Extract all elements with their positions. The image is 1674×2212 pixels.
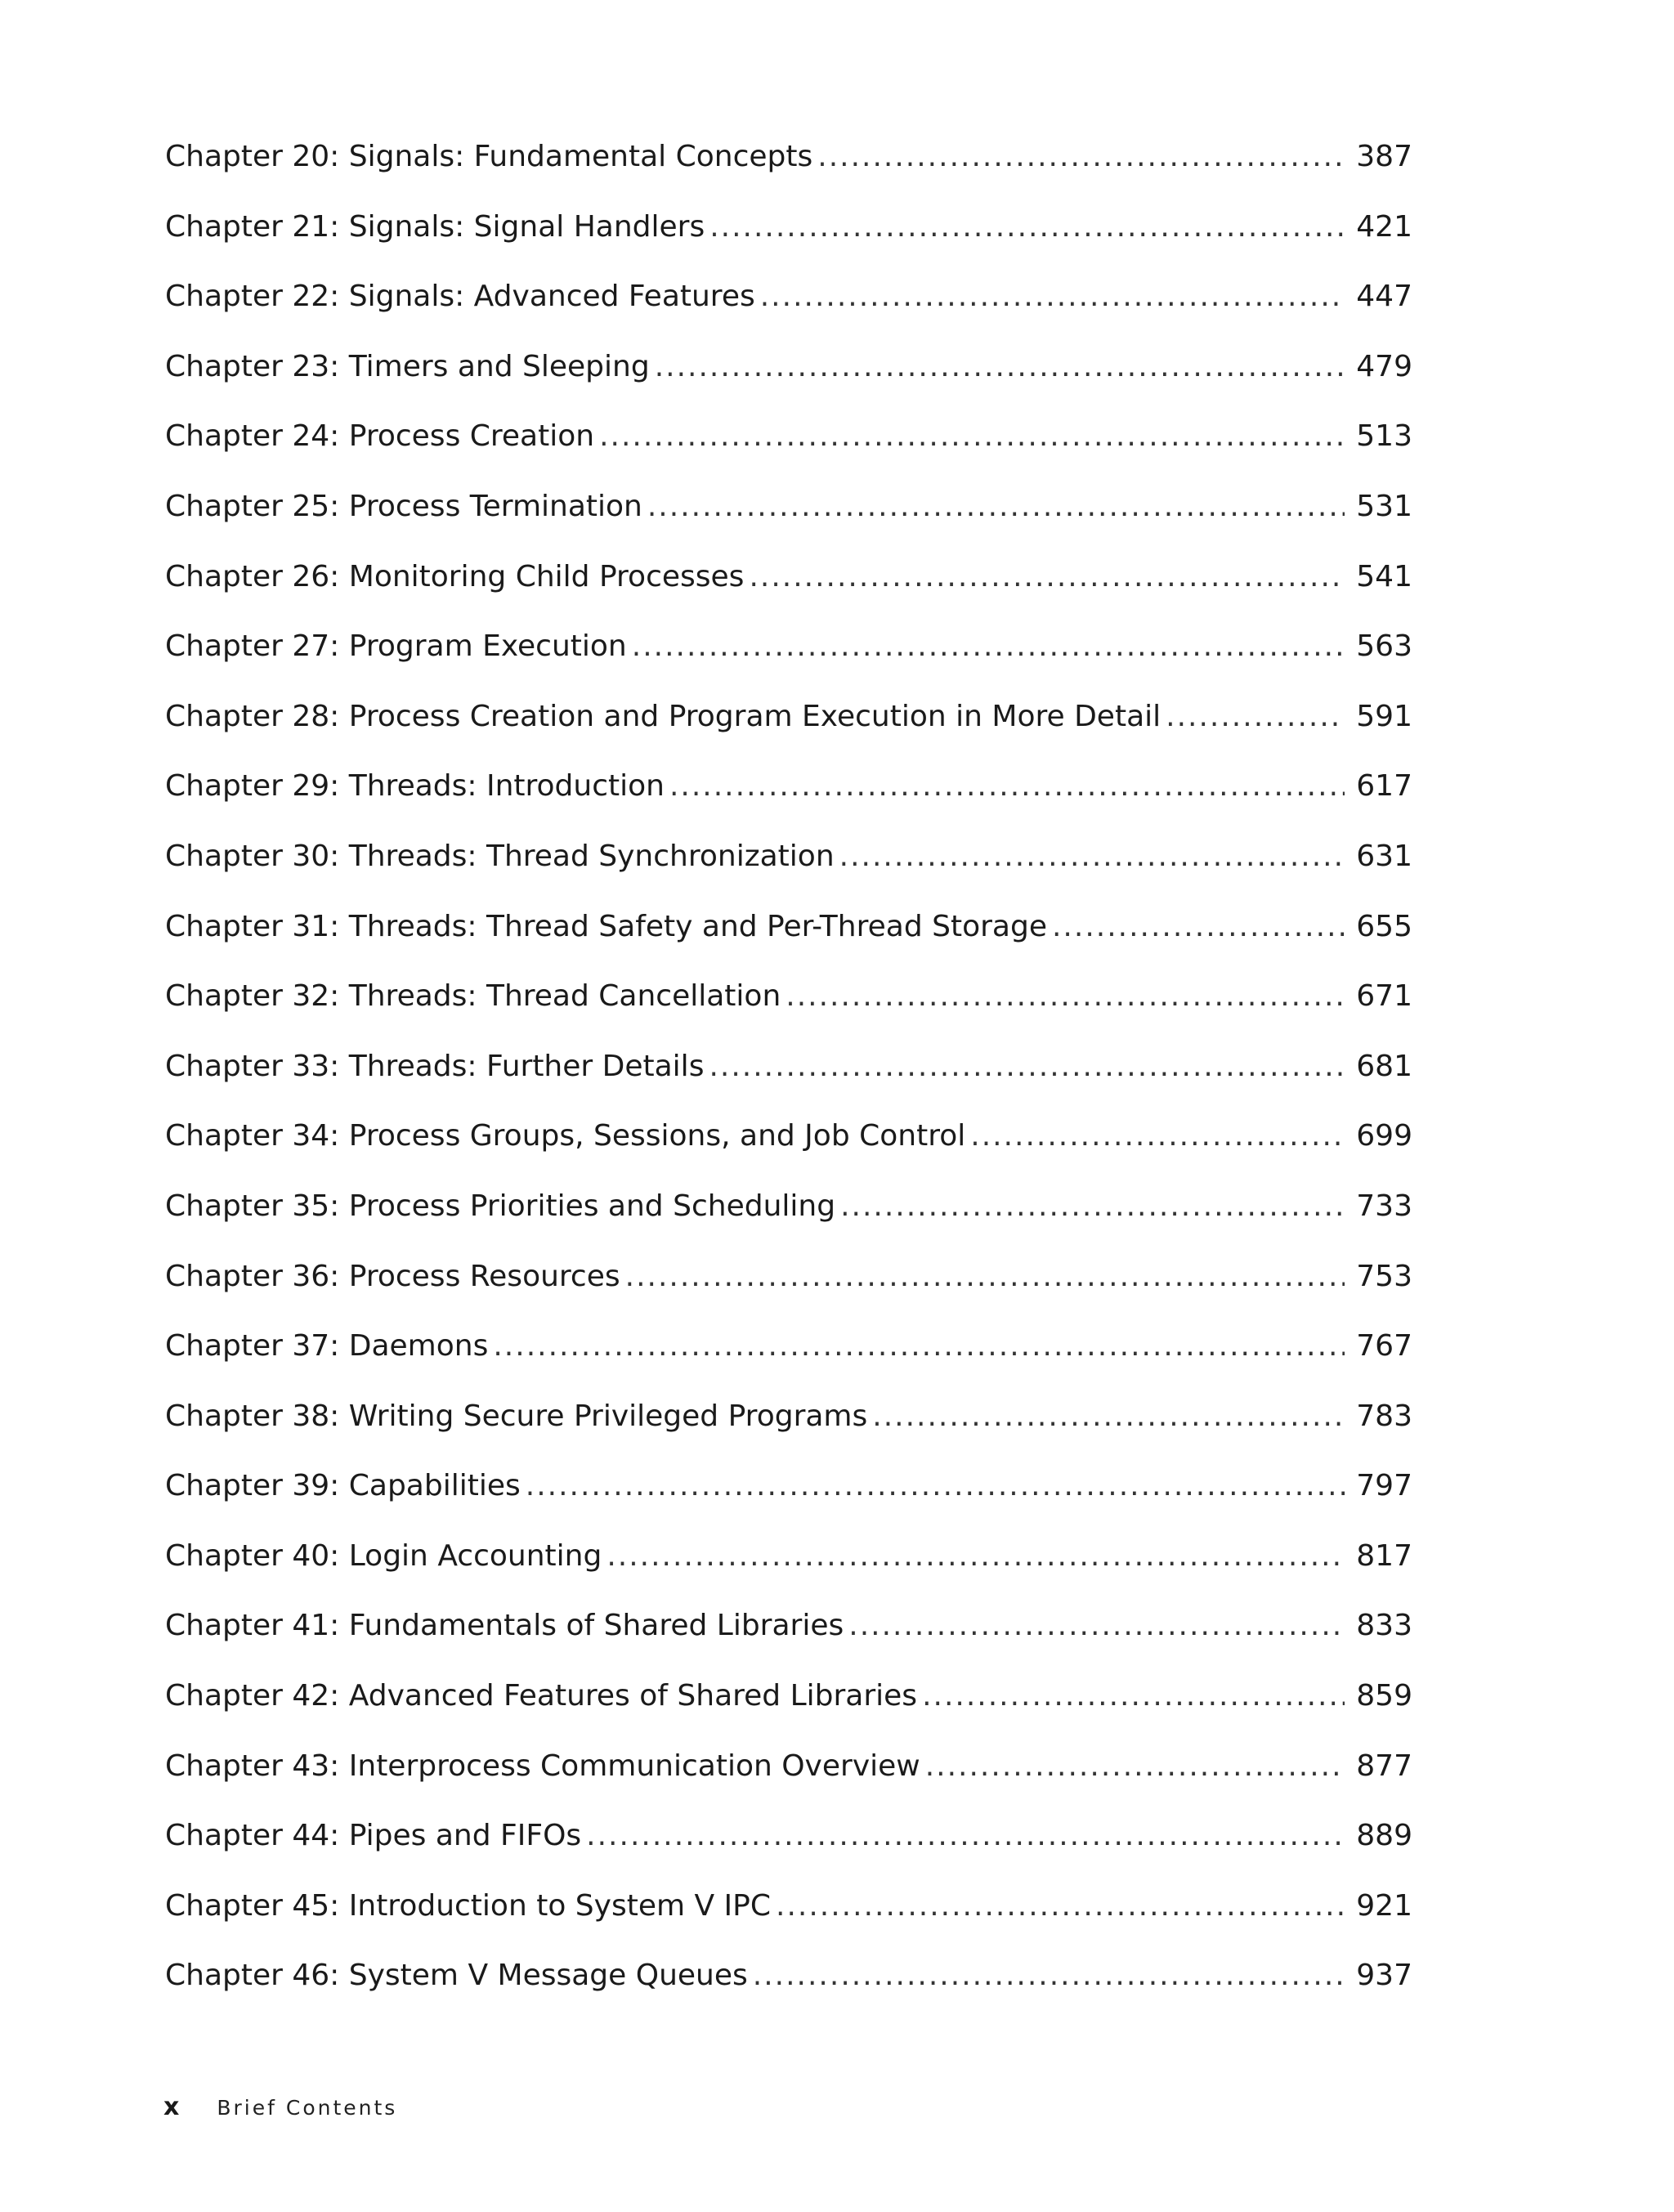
- toc-dot-leader: [709, 1046, 1345, 1087]
- toc-entry-page: 797: [1356, 1469, 1412, 1503]
- toc-entry-page: 631: [1356, 839, 1412, 873]
- toc-entry-title: Chapter 35: Process Priorities and Scheduling: [165, 1189, 836, 1223]
- toc-entry-title: Chapter 36: Process Resources: [165, 1259, 620, 1293]
- toc-entry: [165, 1536, 1412, 1606]
- toc-entry-page: 921: [1356, 1888, 1412, 1923]
- toc-entry-title: Chapter 39: Capabilities: [165, 1469, 521, 1503]
- toc-dot-leader: [872, 1396, 1345, 1437]
- toc-entry-title: Chapter 31: Threads: Thread Safety and Per-Thread Storage: [165, 909, 1047, 943]
- toc-entry: [165, 1746, 1412, 1816]
- toc-entry-title: Chapter 20: Signals: Fundamental Concepts: [165, 140, 813, 173]
- toc-entry-title: Chapter 46: System V Message Queues: [165, 1959, 748, 1993]
- toc-entry: [165, 1886, 1412, 1956]
- toc-entry-title: Chapter 23: Timers and Sleeping: [165, 349, 650, 383]
- page-footer: [163, 2093, 397, 2121]
- toc-dot-leader: [753, 1955, 1345, 1996]
- toc-entry-title: Chapter 30: Threads: Thread Synchronization: [165, 839, 835, 873]
- toc-entry-page: 617: [1356, 769, 1412, 804]
- toc-dot-leader: [526, 1466, 1345, 1507]
- toc-entry: [165, 557, 1412, 627]
- toc-entry-page: 655: [1356, 909, 1412, 943]
- toc-entry-page: 767: [1356, 1329, 1412, 1363]
- toc-entry-page: 833: [1356, 1609, 1412, 1643]
- toc-dot-leader: [749, 557, 1345, 598]
- page-number: x: [163, 2093, 180, 2121]
- toc-entry-page: 889: [1356, 1819, 1412, 1853]
- toc-entry-title: Chapter 29: Threads: Introduction: [165, 769, 665, 804]
- toc-entry: [165, 1816, 1412, 1886]
- toc-entry: [165, 626, 1412, 696]
- toc-entry-title: Chapter 33: Threads: Further Details: [165, 1049, 705, 1083]
- toc-entry-page: 681: [1356, 1049, 1412, 1083]
- toc-dot-leader: [922, 1676, 1345, 1717]
- toc-dot-leader: [848, 1605, 1345, 1646]
- toc-dot-leader: [625, 1256, 1345, 1297]
- toc-entry: [165, 1955, 1412, 2026]
- toc-entry-page: 541: [1356, 559, 1412, 593]
- toc-entry: [165, 1116, 1412, 1186]
- toc-entry-page: 753: [1356, 1259, 1412, 1293]
- toc-entry-title: Chapter 24: Process Creation: [165, 419, 595, 454]
- toc-entry-title: Chapter 32: Threads: Thread Cancellation: [165, 979, 781, 1014]
- toc-dot-leader: [776, 1886, 1345, 1927]
- toc-entry-title: Chapter 27: Program Execution: [165, 629, 627, 664]
- toc-entry-title: Chapter 45: Introduction to System V IPC: [165, 1888, 772, 1923]
- toc-entry: [165, 1046, 1412, 1117]
- toc-entry-page: 513: [1356, 419, 1412, 454]
- toc-entry-title: Chapter 22: Signals: Advanced Features: [165, 280, 755, 314]
- toc-dot-leader: [760, 276, 1345, 317]
- toc-entry-page: 531: [1356, 489, 1412, 523]
- toc-entry-title: Chapter 41: Fundamentals of Shared Libraries: [165, 1609, 844, 1643]
- toc-dot-leader: [586, 1816, 1345, 1856]
- toc-entry-title: Chapter 34: Process Groups, Sessions, and Job Control: [165, 1119, 966, 1153]
- toc-dot-leader: [786, 976, 1345, 1017]
- table-of-contents: [165, 137, 1412, 2026]
- toc-entry: [165, 1326, 1412, 1396]
- toc-entry: [165, 696, 1412, 767]
- toc-entry: [165, 486, 1412, 557]
- toc-dot-leader: [817, 137, 1345, 177]
- toc-entry: [165, 1186, 1412, 1256]
- toc-dot-leader: [1166, 696, 1345, 737]
- toc-entry-page: 699: [1356, 1119, 1412, 1153]
- toc-dot-leader: [647, 486, 1345, 527]
- toc-entry-page: 563: [1356, 629, 1412, 664]
- toc-entry-page: 479: [1356, 349, 1412, 383]
- toc-dot-leader: [599, 416, 1345, 457]
- toc-entry: [165, 416, 1412, 486]
- toc-entry-title: Chapter 42: Advanced Features of Shared Libraries: [165, 1679, 918, 1713]
- toc-entry: [165, 207, 1412, 277]
- toc-entry-page: 421: [1356, 209, 1412, 244]
- toc-entry-page: 783: [1356, 1399, 1412, 1433]
- toc-entry-title: Chapter 28: Process Creation and Program Execution in More Detail: [165, 699, 1162, 733]
- toc-entry-title: Chapter 26: Monitoring Child Processes: [165, 559, 745, 593]
- toc-entry-page: 671: [1356, 979, 1412, 1014]
- toc-entry-title: Chapter 43: Interprocess Communication Overview: [165, 1749, 920, 1783]
- toc-dot-leader: [839, 836, 1345, 877]
- toc-dot-leader: [709, 207, 1345, 248]
- toc-entry: [165, 1466, 1412, 1536]
- toc-entry-title: Chapter 21: Signals: Signal Handlers: [165, 209, 705, 244]
- toc-entry: [165, 347, 1412, 417]
- toc-entry: [165, 1256, 1412, 1327]
- toc-entry-title: Chapter 44: Pipes and FIFOs: [165, 1819, 582, 1853]
- toc-dot-leader: [840, 1186, 1345, 1227]
- toc-dot-leader: [925, 1746, 1345, 1787]
- toc-entry-title: Chapter 40: Login Accounting: [165, 1538, 602, 1573]
- toc-dot-leader: [606, 1536, 1345, 1577]
- toc-entry-page: 733: [1356, 1189, 1412, 1223]
- toc-entry: [165, 976, 1412, 1046]
- toc-entry: [165, 907, 1412, 977]
- toc-entry: [165, 1676, 1412, 1746]
- toc-dot-leader: [655, 347, 1345, 387]
- toc-entry-title: Chapter 37: Daemons: [165, 1329, 489, 1363]
- toc-entry: [165, 137, 1412, 207]
- toc-dot-leader: [970, 1116, 1345, 1157]
- toc-dot-leader: [632, 626, 1345, 667]
- toc-entry-title: Chapter 25: Process Termination: [165, 489, 642, 523]
- toc-entry-page: 387: [1356, 140, 1412, 173]
- toc-entry-page: 877: [1356, 1749, 1412, 1783]
- toc-entry: [165, 1605, 1412, 1676]
- toc-entry-page: 817: [1356, 1538, 1412, 1573]
- toc-entry-page: 859: [1356, 1679, 1412, 1713]
- toc-entry: [165, 836, 1412, 907]
- toc-entry-page: 937: [1356, 1959, 1412, 1993]
- toc-entry-title: Chapter 38: Writing Secure Privileged Programs: [165, 1399, 868, 1433]
- toc-dot-leader: [1052, 907, 1345, 947]
- toc-entry: [165, 1396, 1412, 1466]
- running-head: Brief Contents: [217, 2096, 398, 2120]
- toc-entry: [165, 276, 1412, 347]
- toc-entry-page: 447: [1356, 280, 1412, 314]
- toc-dot-leader: [669, 766, 1345, 807]
- toc-dot-leader: [493, 1326, 1345, 1367]
- toc-entry-page: 591: [1356, 699, 1412, 733]
- toc-entry: [165, 766, 1412, 836]
